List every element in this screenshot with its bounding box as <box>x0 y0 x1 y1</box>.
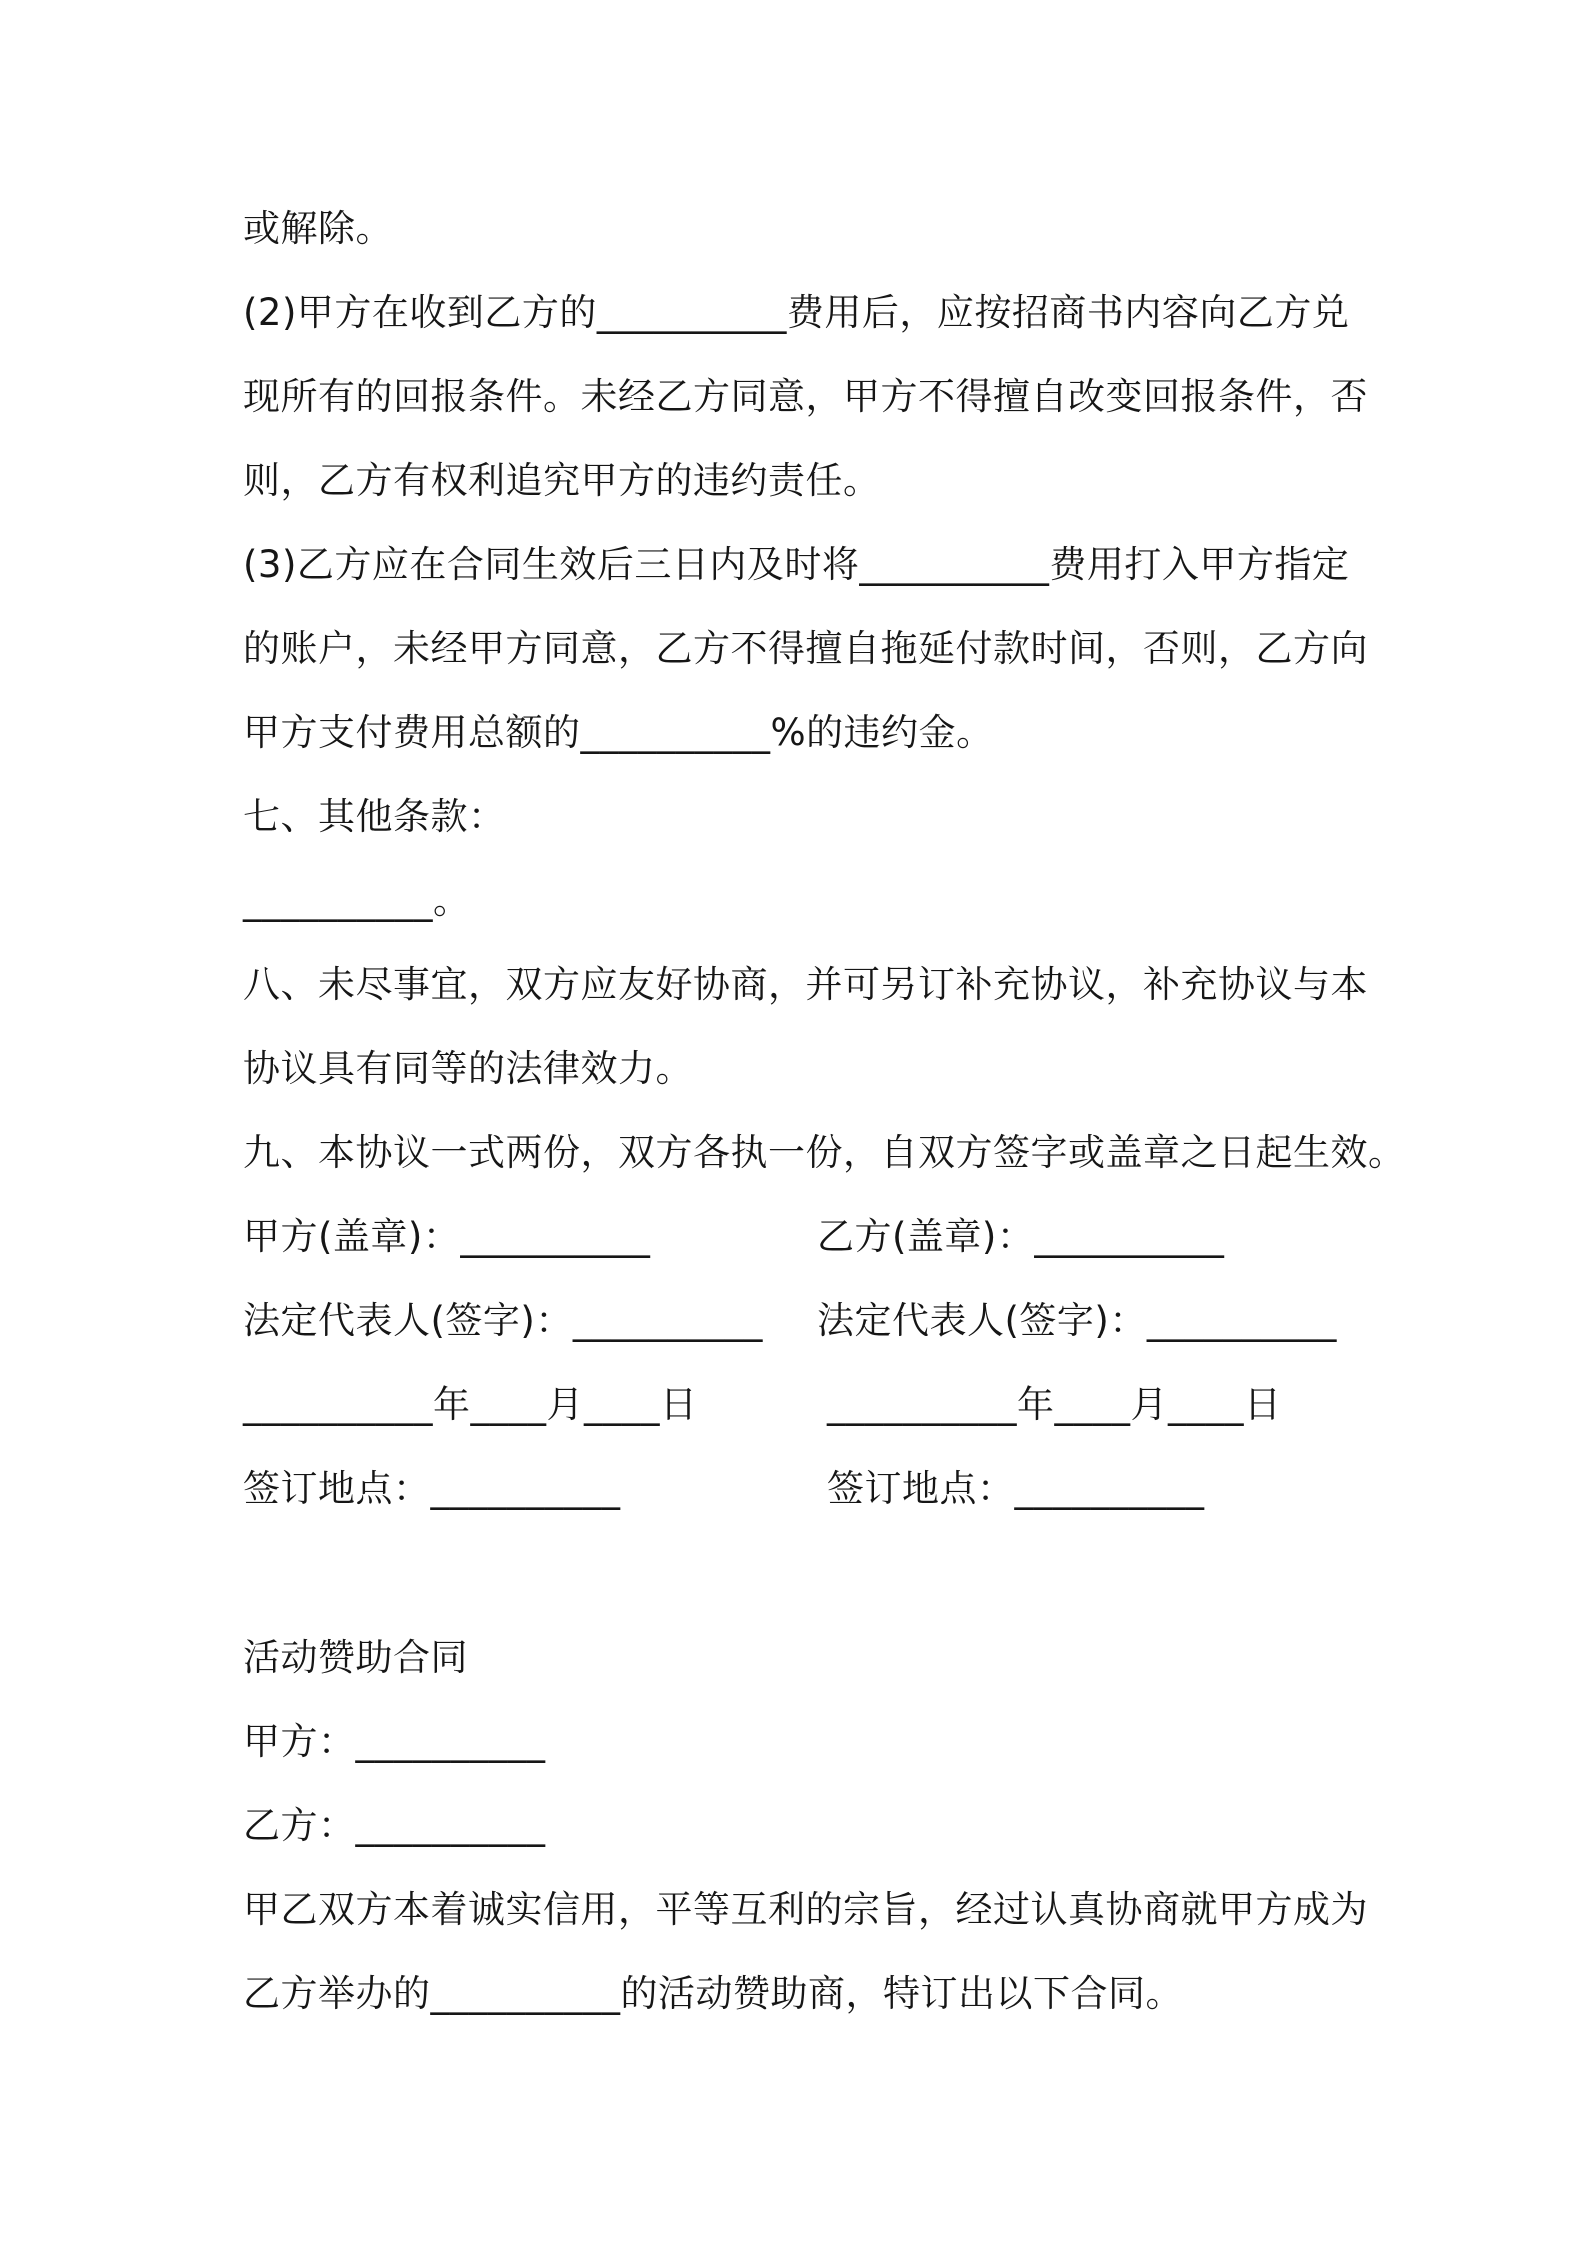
party-a-line: 甲方：__________ <box>243 1720 546 1763</box>
text-line: 协议具有同等的法律效力。 <box>243 1047 693 1090</box>
party-a-seal: 甲方(盖章)：__________ <box>243 1215 651 1258</box>
text-line: 甲方支付费用总额的__________%的违约金。 <box>243 711 994 754</box>
text-line: (2)甲方在收到乙方的__________费用后，应按招商书内容向乙方兑 <box>243 291 1350 334</box>
party-a-representative: 法定代表人(签字)：__________ <box>243 1299 763 1342</box>
text-line: 八、未尽事宜，双方应友好协商，并可另订补充协议，补充协议与本 <box>243 963 1368 1006</box>
party-a-date: __________年____月____日 <box>243 1383 698 1426</box>
text-line: (3)乙方应在合同生效后三日内及时将__________费用打入甲方指定 <box>243 543 1350 586</box>
party-b-date: __________年____月____日 <box>827 1383 1282 1426</box>
text-line: __________。 <box>243 879 471 922</box>
party-b-line: 乙方：__________ <box>243 1804 546 1847</box>
text-line: 九、本协议一式两份，双方各执一份，自双方签字或盖章之日起生效。 <box>243 1131 1406 1174</box>
section-heading: 七、其他条款： <box>243 795 506 838</box>
text-line: 的账户，未经甲方同意，乙方不得擅自拖延付款时间，否则，乙方向 <box>243 627 1368 670</box>
text-line: 或解除。 <box>243 207 393 250</box>
contract-title: 活动赞助合同 <box>243 1636 468 1679</box>
text-line: 现所有的回报条件。未经乙方同意，甲方不得擅自改变回报条件，否 <box>243 375 1368 418</box>
text-line: 则，乙方有权利追究甲方的违约责任。 <box>243 459 881 502</box>
intro-line: 乙方举办的__________的活动赞助商，特订出以下合同。 <box>243 1972 1183 2015</box>
party-b-representative: 法定代表人(签字)：__________ <box>817 1299 1337 1342</box>
party-b-place: 签订地点：__________ <box>827 1467 1205 1510</box>
intro-line: 甲乙双方本着诚实信用，平等互利的宗旨，经过认真协商就甲方成为 <box>243 1888 1368 1931</box>
party-a-place: 签订地点：__________ <box>243 1467 621 1510</box>
party-b-seal: 乙方(盖章)：__________ <box>817 1215 1225 1258</box>
